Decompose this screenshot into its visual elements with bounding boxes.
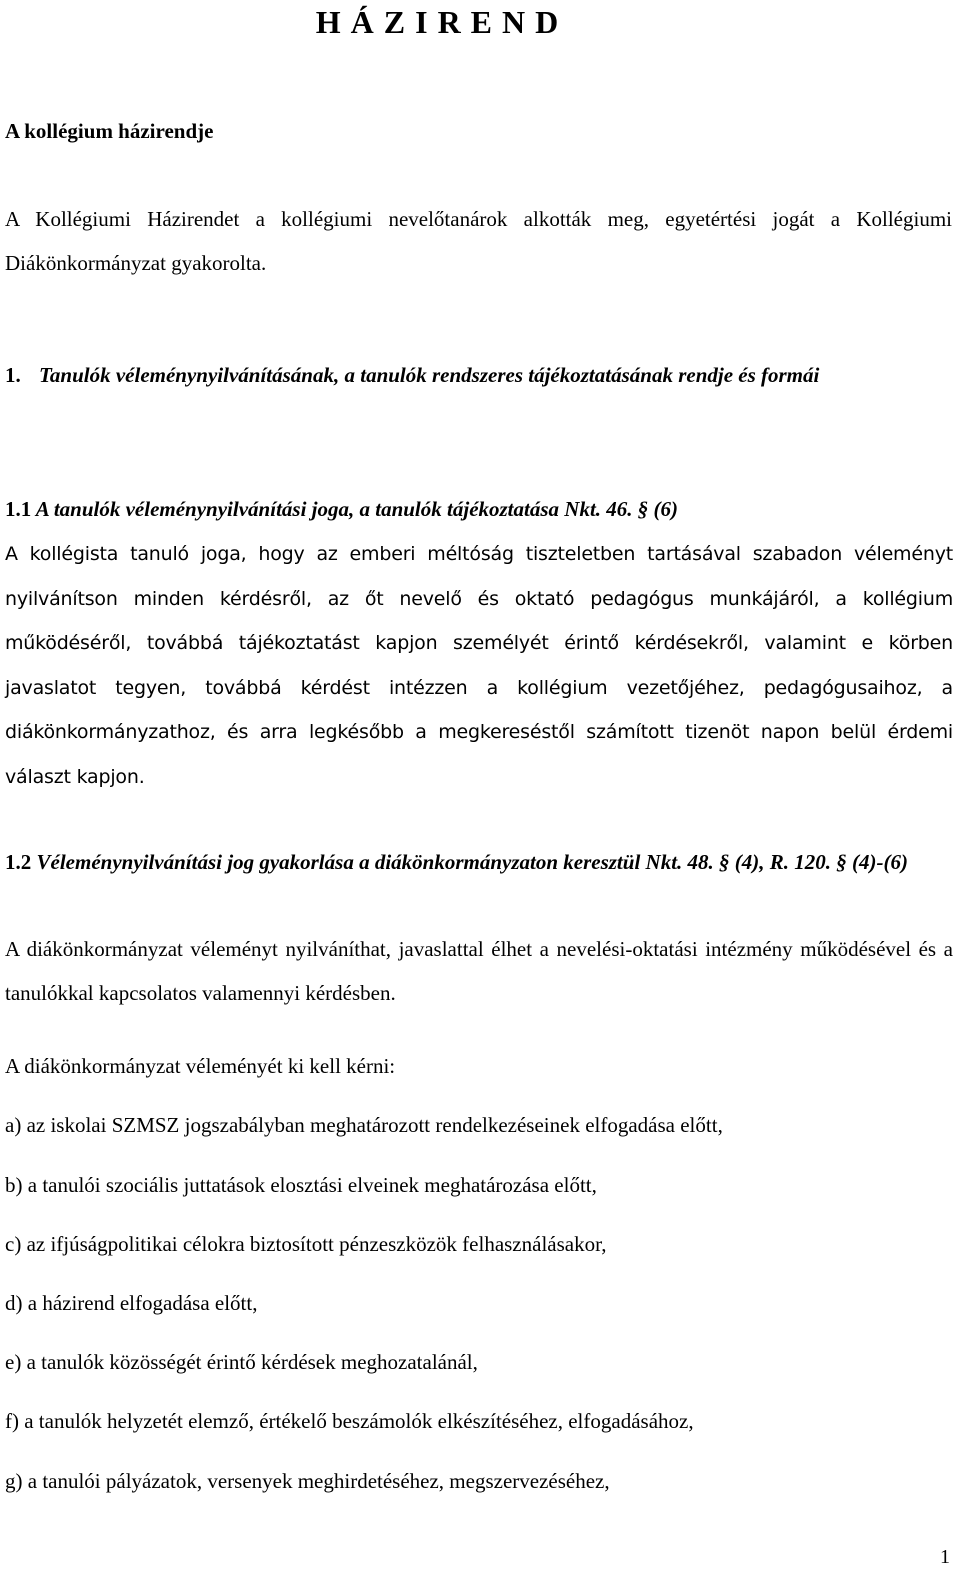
section-1-1-number: 1.1 — [5, 497, 32, 521]
list-item: e) a tanulók közösségét érintő kérdések meghozatalánál, — [5, 1350, 478, 1374]
list-item: g) a tanulói pályázatok, versenyek meghirdetéséhez, megszervezéséhez, — [5, 1469, 610, 1493]
section-1-title: Tanulók véleménynyilvánításának, a tanulók rendszeres tájékoztatásának rendje és formái — [39, 363, 820, 387]
section-1-2-heading — [5, 840, 953, 884]
page-number: 1 — [940, 1546, 950, 1568]
section-1-heading — [5, 353, 960, 397]
list-item: f) a tanulók helyzetét elemző, értékelő beszámolók elkészítéséhez, elfogadásához, — [5, 1409, 694, 1433]
list-intro: A diákönkormányzat véleményét ki kell kérni: — [5, 1054, 396, 1078]
section-1-1-ref: § (6) — [637, 497, 679, 521]
section-1-2-number: 1.2 — [5, 850, 32, 874]
document-title: H Á Z I R E N D — [315, 4, 560, 40]
list-item: c) az ifjúságpolitikai célokra biztosított pénzeszközök felhasználásakor, — [5, 1232, 607, 1256]
section-1-2-title: Véleménynyilvánítási jog gyakorlása a diákönkormányzaton keresztül Nkt. 48. § (4), R. 120. § (4)-(6) — [36, 850, 908, 874]
list-item: d) a házirend elfogadása előtt, — [5, 1291, 258, 1315]
heading-kollegium-hazirendje: A kollégium házirendje — [5, 119, 214, 143]
list-item: a) az iskolai SZMSZ jogszabályban meghatározott rendelkezéseinek elfogadása előtt, — [5, 1113, 723, 1137]
section-1-2-body: A diákönkormányzat véleményt nyilváníthat, javaslattal élhet a nevelési-oktatási intézmény működésével és a tanulókkal kapcsolatos valamennyi kérdésben. — [5, 937, 953, 1005]
intro-paragraph: A Kollégiumi Házirendet a kollégiumi nevelőtanárok alkották meg, egyetértési jogát a Kollégiumi Diákönkormányzat gyakorolta. — [5, 207, 952, 275]
section-1-1-heading — [5, 487, 953, 531]
section-1-1-body: A kollégista tanuló joga, hogy az emberi méltóság tiszteletben tartásával szabadon véleményt nyilvánítson minden kérdésről, az őt nevelő és oktató pedagógus munkájáról, a kollégium működéséről, továbbá tájékoztatást kapjon személyét érintő kérdésekről, valamint e körben javaslatot tegyen, továbbá kérdést intézzen a kollégium vezetőjéhez, pedagógusaihoz, a diákönkormányzathoz, és arra legkésőbb a megkereséstől számított tizenöt napon belül érdemi választ kapjon. — [5, 543, 953, 788]
section-1-1-title: A tanulók véleménynyilvánítási joga, a tanulók tájékoztatása Nkt. 46. — [35, 497, 633, 521]
section-1-number: 1. — [5, 363, 21, 387]
list-item: b) a tanulói szociális juttatások elosztási elveinek meghatározása előtt, — [5, 1173, 597, 1197]
